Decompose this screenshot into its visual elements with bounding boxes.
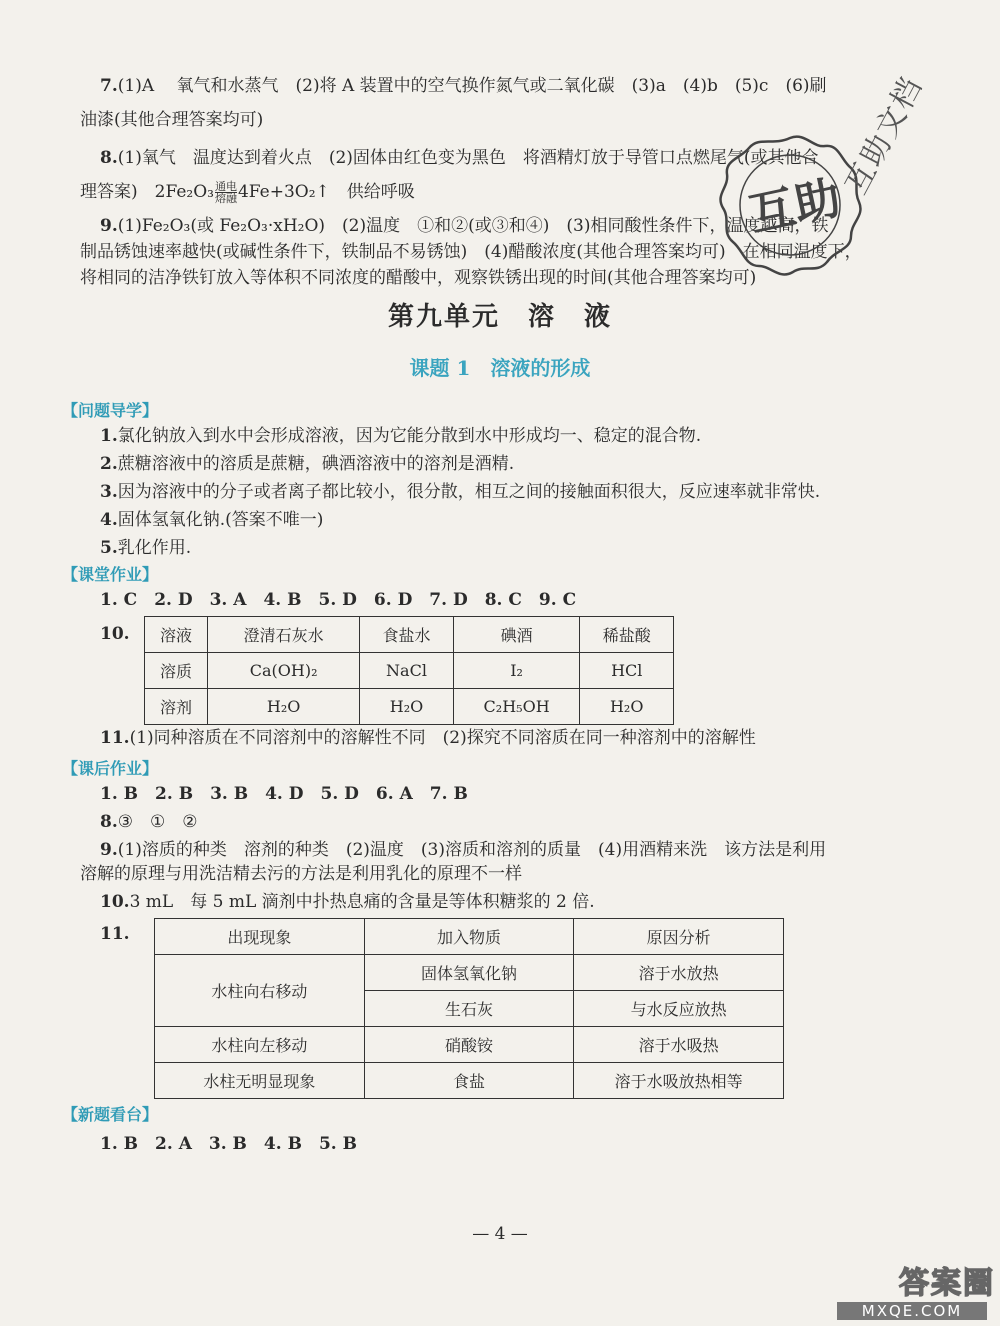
new-answers: 1. B 2. A 3. B 4. B 5. B [100,1134,357,1154]
table-row: 出现现象 加入物质 原因分析 [155,919,784,955]
table-row: 水柱向左移动 硝酸铵 溶于水吸热 [155,1027,784,1063]
table-row: 水柱向右移动 固体氢氧化钠 溶于水放热 [155,955,784,991]
page-number: — 4 — [472,1224,528,1244]
after-q8: 8.③ ① ② [100,812,198,832]
q8-line2: 理答案) 2Fe₂O₃ 通电 熔融 4Fe+3O₂↑ 供给呼吸 [80,180,415,205]
q7-line2: 油漆(其他合理答案均可) [80,110,264,130]
table-row: 水柱无明显现象 食盐 溶于水吸放热相等 [155,1063,784,1099]
stamp-side-text: 互助文档 [839,70,931,201]
reaction-condition: 通电 熔融 [214,180,237,205]
after-q9-line1: 9.(1)溶质的种类 溶剂的种类 (2)温度 (3)溶质和溶剂的质量 (4)用酒精来洗 该方法是利用 [100,840,827,860]
q9-line3: 将相同的洁净铁钉放入等体积不同浓度的醋酸中，观察铁锈出现的时间(其他合理答案均可) [80,268,757,288]
guide-item: 2.蔗糖溶液中的溶质是蔗糖，碘酒溶液中的溶剂是酒精. [100,454,515,474]
q8-line1: 8.(1)氧气 温度达到着火点 (2)固体由红色变为黑色 将酒精灯放于导管口点燃尾气(或其他合 [100,148,819,168]
class-q11: 11.(1)同种溶质在不同溶剂中的溶解性不同 (2)探究不同溶质在同一种溶剂中的溶解性 [100,728,756,748]
table11 [154,918,784,1099]
guide-item: 4.固体氢氧化钠.(答案不唯一) [100,510,324,530]
guide-item: 1.氯化钠放入到水中会形成溶液，因为它能分散到水中形成均一、稳定的混合物. [100,426,702,446]
guide-item: 5.乳化作用. [100,538,192,558]
watermark-text: 答案圈 [899,1266,995,1301]
lesson-title: 课题 1 溶液的形成 [409,356,591,380]
stamp-text: 互助 [744,169,846,242]
q7-line1: 7.(1)A 氧气和水蒸气 (2)将 A 装置中的空气换作氮气或二氧化碳 (3)a (4)b (5)c (6)刷 [100,76,827,96]
watermark-logo [815,1258,995,1318]
table-row: 溶剂 H₂O H₂O C₂H₅OH H₂O [145,689,674,725]
watermark-url: MXQE.COM [837,1302,987,1320]
guide-item: 3.因为溶液中的分子或者离子都比较小，很分散，相互之间的接触面积很大，反应速率就非常快. [100,482,821,502]
section-after: 【课后作业】 [62,759,159,778]
q9-line1: 9.(1)Fe₂O₃(或 Fe₂O₃·xH₂O) (2)温度 ①和②(或③和④) (3)相同酸性条件下，温度越高，铁 [100,216,829,236]
table-row: 生石灰 与水反应放热 [155,991,784,1027]
section-guide: 【问题导学】 [62,401,159,420]
q9-line2: 制品锈蚀速率越快(或碱性条件下，铁制品不易锈蚀) (4)醋酸浓度(其他合理答案均可) 在相同温度下， [80,242,862,262]
table-row: 溶液 澄清石灰水 食盐水 碘酒 稀盐酸 [145,617,674,653]
section-class: 【课堂作业】 [62,565,159,584]
section-new: 【新题看台】 [62,1105,159,1124]
table10-num: 10. [100,624,130,644]
table-row: 溶质 Ca(OH)₂ NaCl I₂ HCl [145,653,674,689]
after-q9-line2: 溶解的原理与用洗洁精去污的方法是利用乳化的原理不一样 [80,864,522,884]
after-answers: 1. B 2. B 3. B 4. D 5. D 6. A 7. B [100,784,468,804]
table11-num: 11. [100,924,130,944]
after-q10: 10.3 mL 每 5 mL 滴剂中扑热息痛的含量是等体积糖浆的 2 倍. [100,892,595,912]
unit-title: 第九单元 溶 液 [387,302,612,332]
table10 [144,616,674,725]
class-answers: 1. C 2. D 3. A 4. B 5. D 6. D 7. D 8. C 9. C [100,590,577,610]
